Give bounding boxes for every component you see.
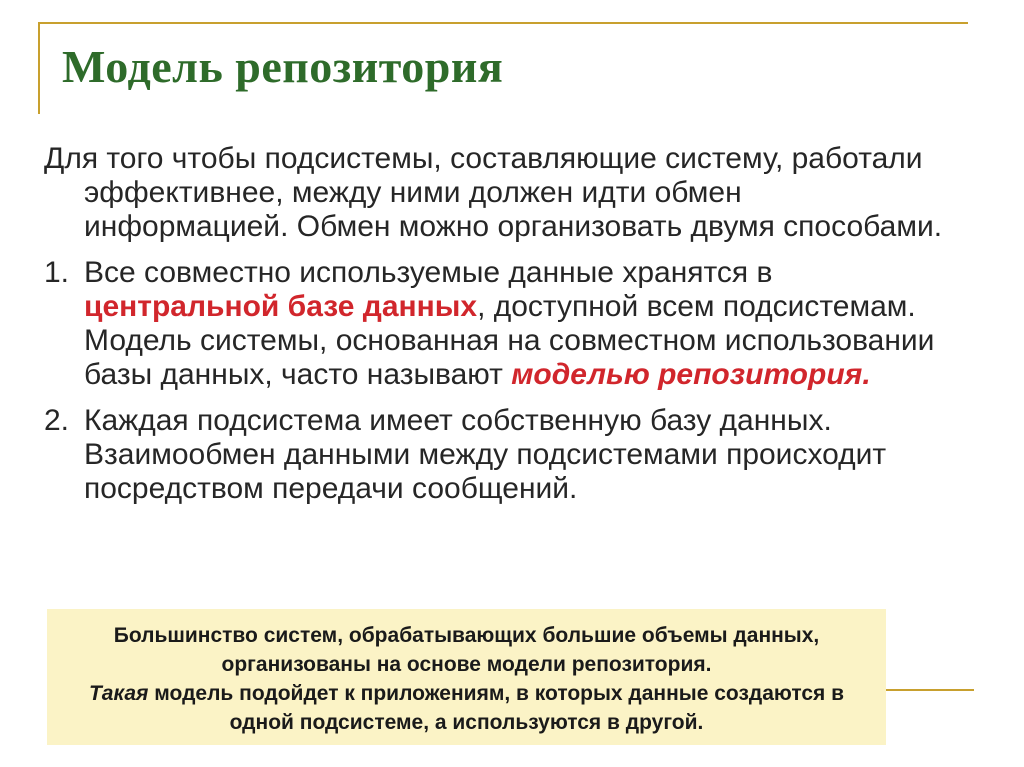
- bottom-accent-line: [886, 689, 974, 691]
- note-line-1: Большинство систем, обрабатывающих большие объемы данных, организованы на основе модели репозитория.: [113, 624, 820, 676]
- highlight-repository-model: моделью репозитория.: [511, 358, 871, 391]
- list-number-1: 1.: [44, 256, 70, 289]
- top-accent-line: [38, 22, 968, 24]
- note-box: [47, 609, 886, 745]
- list-text-1: [84, 256, 944, 392]
- list-text-1-middle: , доступной всем подсистемам. Модель системы, основанная на совместном использовании базы данных, часто называют: [84, 290, 935, 391]
- list-text-2: Каждая подсистема имеет собственную базу данных. Взаимообмен данными между подсистемами происходит посредством передачи сообщений.: [84, 404, 887, 505]
- slide-title: Модель репозитория: [62, 41, 504, 92]
- note-italic-word: Такая: [88, 682, 149, 705]
- left-accent-line: [38, 22, 40, 114]
- highlight-central-database: центральной базе данных: [84, 290, 478, 323]
- note-line-2: [67, 679, 866, 737]
- list-text-1-start: Все совместно используемые данные хранятся в: [84, 256, 773, 289]
- slide-body: [44, 142, 944, 518]
- list-number-2: 2.: [44, 404, 70, 437]
- intro-paragraph: Для того чтобы подсистемы, составляющие систему, работали эффективнее, между ними должен идти обмен информацией. Обмен можно организовать двумя способами.: [44, 142, 943, 243]
- list-item-2: [44, 404, 944, 506]
- note-line-2-rest: модель подойдет к приложениям, в которых данные создаются в одной подсистеме, а используются в другой.: [148, 682, 845, 734]
- list-item-1: [44, 256, 944, 392]
